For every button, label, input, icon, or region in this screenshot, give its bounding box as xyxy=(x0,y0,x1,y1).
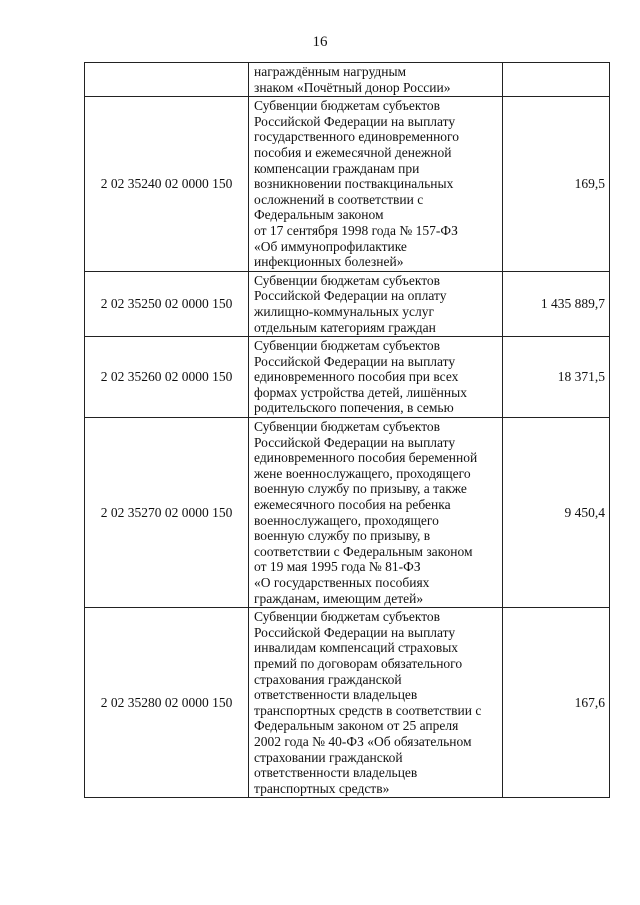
description-line: возникновении поствакцинальных xyxy=(254,176,454,192)
description-line: военнослужащего, проходящего xyxy=(254,512,439,528)
amount-cell: 167,6 xyxy=(503,608,610,798)
description-line: Федеральным законом от 25 апреля xyxy=(254,718,459,734)
description-line: «О государственных пособиях xyxy=(254,575,430,590)
description-line: 2002 года № 40-ФЗ «Об обязательном xyxy=(254,733,472,749)
description-line: Субвенции бюджетам субъектов xyxy=(254,98,441,114)
amount-cell: 169,5 xyxy=(503,97,610,272)
code-cell xyxy=(85,63,249,97)
description-line: Российской Федерации на оплату xyxy=(254,288,447,304)
description-line: Субвенции бюджетам субъектов xyxy=(254,338,441,354)
description-line: ответственности владельцев xyxy=(254,687,418,703)
description-line: транспортных средств» xyxy=(254,780,390,796)
description-line: соответствии с Федеральным законом xyxy=(254,543,473,559)
description-line: ответственности владельцев xyxy=(254,765,418,781)
amount-cell: 1 435 889,7 xyxy=(503,271,610,336)
description-line: страхования гражданской xyxy=(254,671,402,687)
description-line: единовременного пособия при всех xyxy=(254,369,459,385)
table-row xyxy=(85,337,610,418)
budget-table xyxy=(84,62,610,798)
description-line: Субвенции бюджетам субъектов xyxy=(254,609,441,625)
description-line: Федеральным законом xyxy=(254,207,384,223)
description-line: Российской Федерации на выплату xyxy=(254,624,456,640)
table-row xyxy=(85,97,610,272)
description-cell xyxy=(249,271,503,336)
description-line: «Об иммунопрофилактике xyxy=(254,238,407,254)
description-line: Субвенции бюджетам субъектов xyxy=(254,419,441,435)
description-line: транспортных средств в соответствии с xyxy=(254,702,482,718)
code-cell: 2 02 35240 02 0000 150 xyxy=(85,97,249,272)
description-cell xyxy=(249,63,503,97)
description-line: Российской Федерации на выплату xyxy=(254,434,456,450)
code-cell: 2 02 35250 02 0000 150 xyxy=(85,271,249,336)
description-line: страховании гражданской xyxy=(254,749,403,765)
description-line: единовременного пособия беременной xyxy=(254,450,478,466)
description-line: инвалидам компенсаций страховых xyxy=(254,640,459,656)
description-cell xyxy=(249,97,503,272)
amount-cell: 9 450,4 xyxy=(503,418,610,608)
code-cell: 2 02 35260 02 0000 150 xyxy=(85,337,249,418)
description-cell xyxy=(249,608,503,798)
description-line: знаком «Почётный донор России» xyxy=(254,79,451,95)
amount-cell xyxy=(503,63,610,97)
code-cell: 2 02 35270 02 0000 150 xyxy=(85,418,249,608)
description-line: жилищно-коммунальных услуг xyxy=(254,303,434,319)
description-cell xyxy=(249,337,503,418)
description-cell xyxy=(249,418,503,608)
description-line: гражданам, имеющим детей» xyxy=(254,590,424,606)
description-line: осложнений в соответствии с xyxy=(254,191,424,207)
table-row xyxy=(85,418,610,608)
amount-cell: 18 371,5 xyxy=(503,337,610,418)
description-line: Российской Федерации на выплату xyxy=(254,113,456,129)
description-line: военную службу по призыву, в xyxy=(254,528,431,544)
budget-table-body xyxy=(85,63,610,798)
description-line: государственного единовременного xyxy=(254,129,459,145)
description-line: ежемесячного пособия на ребенка xyxy=(254,497,451,513)
code-cell: 2 02 35280 02 0000 150 xyxy=(85,608,249,798)
description-line: от 19 мая 1995 года № 81-ФЗ xyxy=(254,559,421,575)
page-number: 16 xyxy=(312,34,328,50)
table-row xyxy=(85,608,610,798)
description-line: отдельным категориям граждан xyxy=(254,319,436,335)
description-line: пособия и ежемесячной денежной xyxy=(254,144,452,160)
description-line: награждённым нагрудным xyxy=(254,64,407,79)
description-line: компенсации гражданам при xyxy=(254,160,420,176)
description-line: Российской Федерации на выплату xyxy=(254,353,456,369)
description-line: родительского попечения, в семью xyxy=(254,400,454,416)
description-line: жене военнослужащего, проходящего xyxy=(254,465,471,481)
description-line: формах устройства детей, лишённых xyxy=(254,384,467,400)
description-line: Субвенции бюджетам субъектов xyxy=(254,272,441,288)
description-line: инфекционных болезней» xyxy=(254,254,404,270)
table-row xyxy=(85,63,610,97)
table-row xyxy=(85,271,610,336)
description-line: от 17 сентября 1998 года № 157-ФЗ xyxy=(254,222,458,238)
description-line: военную службу по призыву, а также xyxy=(254,481,467,497)
description-line: премий по договорам обязательного xyxy=(254,655,463,671)
